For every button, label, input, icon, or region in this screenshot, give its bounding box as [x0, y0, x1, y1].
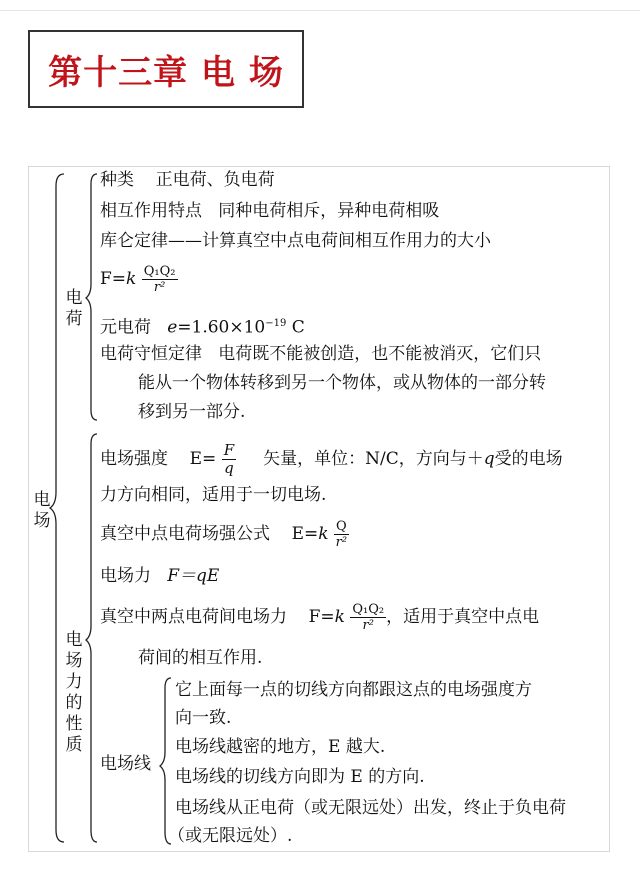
two-charge-k: k — [334, 607, 345, 627]
two-charge-fraction — [350, 603, 386, 632]
charge-interaction-row — [100, 199, 439, 223]
conservation-label: 电荷守恒定律 — [100, 344, 202, 364]
charge-types-value: 正电荷、负电荷 — [155, 170, 275, 190]
chapter-title: 第十三章 电 场 — [48, 52, 284, 93]
charge-types-label: 种类 — [100, 170, 134, 190]
two-charge-numerator: Q₁Q₂ — [352, 602, 385, 617]
field-lines-item-2: 电场线越密的地方，E 越大. — [175, 737, 386, 757]
conservation-line-2: 能从一个物体转移到另一个物体，或从物体的一部分转 — [138, 373, 546, 393]
point-charge-fraction — [334, 520, 349, 549]
charge-interaction-label: 相互作用特点 — [100, 201, 202, 221]
field-strength-eq: = — [202, 449, 217, 469]
elementary-charge-unit: C — [291, 317, 305, 338]
field-lines-brace-icon — [158, 676, 174, 846]
coulomb-formula-k: k — [126, 269, 137, 289]
charge-interaction-value: 同种电荷相斥，异种电荷相吸 — [218, 201, 440, 221]
coulomb-formula-denominator: r² — [153, 280, 166, 295]
two-charge-line-2: 荷间的相互作用. — [138, 648, 263, 668]
charge-types-row — [100, 168, 275, 192]
field-brace-icon — [84, 432, 100, 844]
field-strength-desc-q: q — [483, 449, 495, 469]
elementary-charge-row — [100, 312, 305, 340]
coulomb-dash: —— — [168, 231, 202, 251]
point-charge-numerator: Q — [336, 519, 347, 534]
field-strength-formula — [189, 441, 242, 477]
field-lines-item-4-cont: （或无限远处）. — [168, 826, 293, 846]
electric-force-formula: F＝qE — [167, 566, 220, 586]
point-charge-denominator: r² — [335, 535, 348, 550]
coulomb-law-row — [100, 229, 491, 253]
field-lines-item-4: 电场线从正电荷（或无限远处）出发，终止于负电荷 — [175, 798, 566, 818]
chapter-title-box — [28, 30, 304, 108]
coulomb-description: 计算真空中点电荷间相互作用力的大小 — [202, 231, 491, 251]
two-charge-desc: ，适用于真空中点电 — [386, 607, 540, 627]
field-strength-desc-b: 受的电场 — [494, 449, 563, 469]
point-charge-k: k — [318, 524, 329, 544]
field-strength-denominator: q — [224, 459, 234, 477]
elementary-charge-value: =1.60×10 — [177, 317, 266, 338]
coulomb-label: 库仑定律 — [100, 231, 168, 251]
two-charge-eq: = — [320, 607, 335, 627]
field-strength-row — [100, 441, 563, 477]
force-property-label — [64, 630, 84, 756]
electric-force-row — [100, 564, 219, 588]
elementary-charge-exponent: −19 — [265, 318, 287, 329]
force-property-label-text: 电场力的性质 — [65, 630, 83, 755]
field-strength-label: 电场强度 — [100, 449, 168, 469]
elementary-charge-symbol: e — [167, 317, 178, 338]
top-divider — [0, 10, 640, 11]
elementary-charge-label: 元电荷 — [100, 317, 151, 338]
charge-label: 电荷 — [65, 288, 83, 329]
two-charge-lhs: F — [308, 607, 321, 627]
root-label: 电场 — [33, 490, 51, 531]
field-lines-item-3: 电场线的切线方向即为 E 的方向. — [175, 767, 425, 787]
field-strength-fraction — [222, 443, 236, 476]
coulomb-formula-lhs: F — [100, 269, 112, 289]
field-strength-lhs: E — [189, 449, 203, 469]
two-charge-row — [100, 598, 539, 636]
conservation-line-1: 电荷既不能被创造，也不能被消灭，它们只 — [218, 344, 542, 364]
point-charge-row — [100, 515, 349, 553]
point-charge-lhs: E — [291, 524, 305, 544]
two-charge-label: 真空中两点电荷间电场力 — [100, 607, 287, 627]
electric-force-label: 电场力 — [100, 566, 151, 586]
coulomb-formula-numerator: Q₁Q₂ — [143, 264, 176, 279]
field-lines-item-1: 它上面每一点的切线方向都跟这点的电场强度方 — [175, 680, 532, 700]
point-charge-eq: = — [304, 524, 319, 544]
coulomb-formula — [100, 262, 178, 296]
coulomb-formula-fraction — [142, 265, 178, 294]
field-lines-label: 电场线 — [100, 754, 151, 774]
charge-brace-icon — [84, 172, 100, 422]
point-charge-label: 真空中点电荷场强公式 — [100, 524, 270, 544]
conservation-row — [100, 342, 541, 366]
two-charge-denominator: r² — [362, 618, 374, 633]
coulomb-formula-eq: = — [111, 269, 127, 289]
conservation-line-3: 移到另一部分. — [138, 402, 246, 422]
field-strength-desc-a: 矢量，单位：N/C，方向与＋ — [263, 449, 484, 469]
field-strength-numerator: F — [223, 441, 235, 459]
field-strength-line-2: 力方向相同，适用于一切电场. — [100, 485, 327, 505]
field-lines-item-1-cont: 向一致. — [175, 708, 232, 728]
